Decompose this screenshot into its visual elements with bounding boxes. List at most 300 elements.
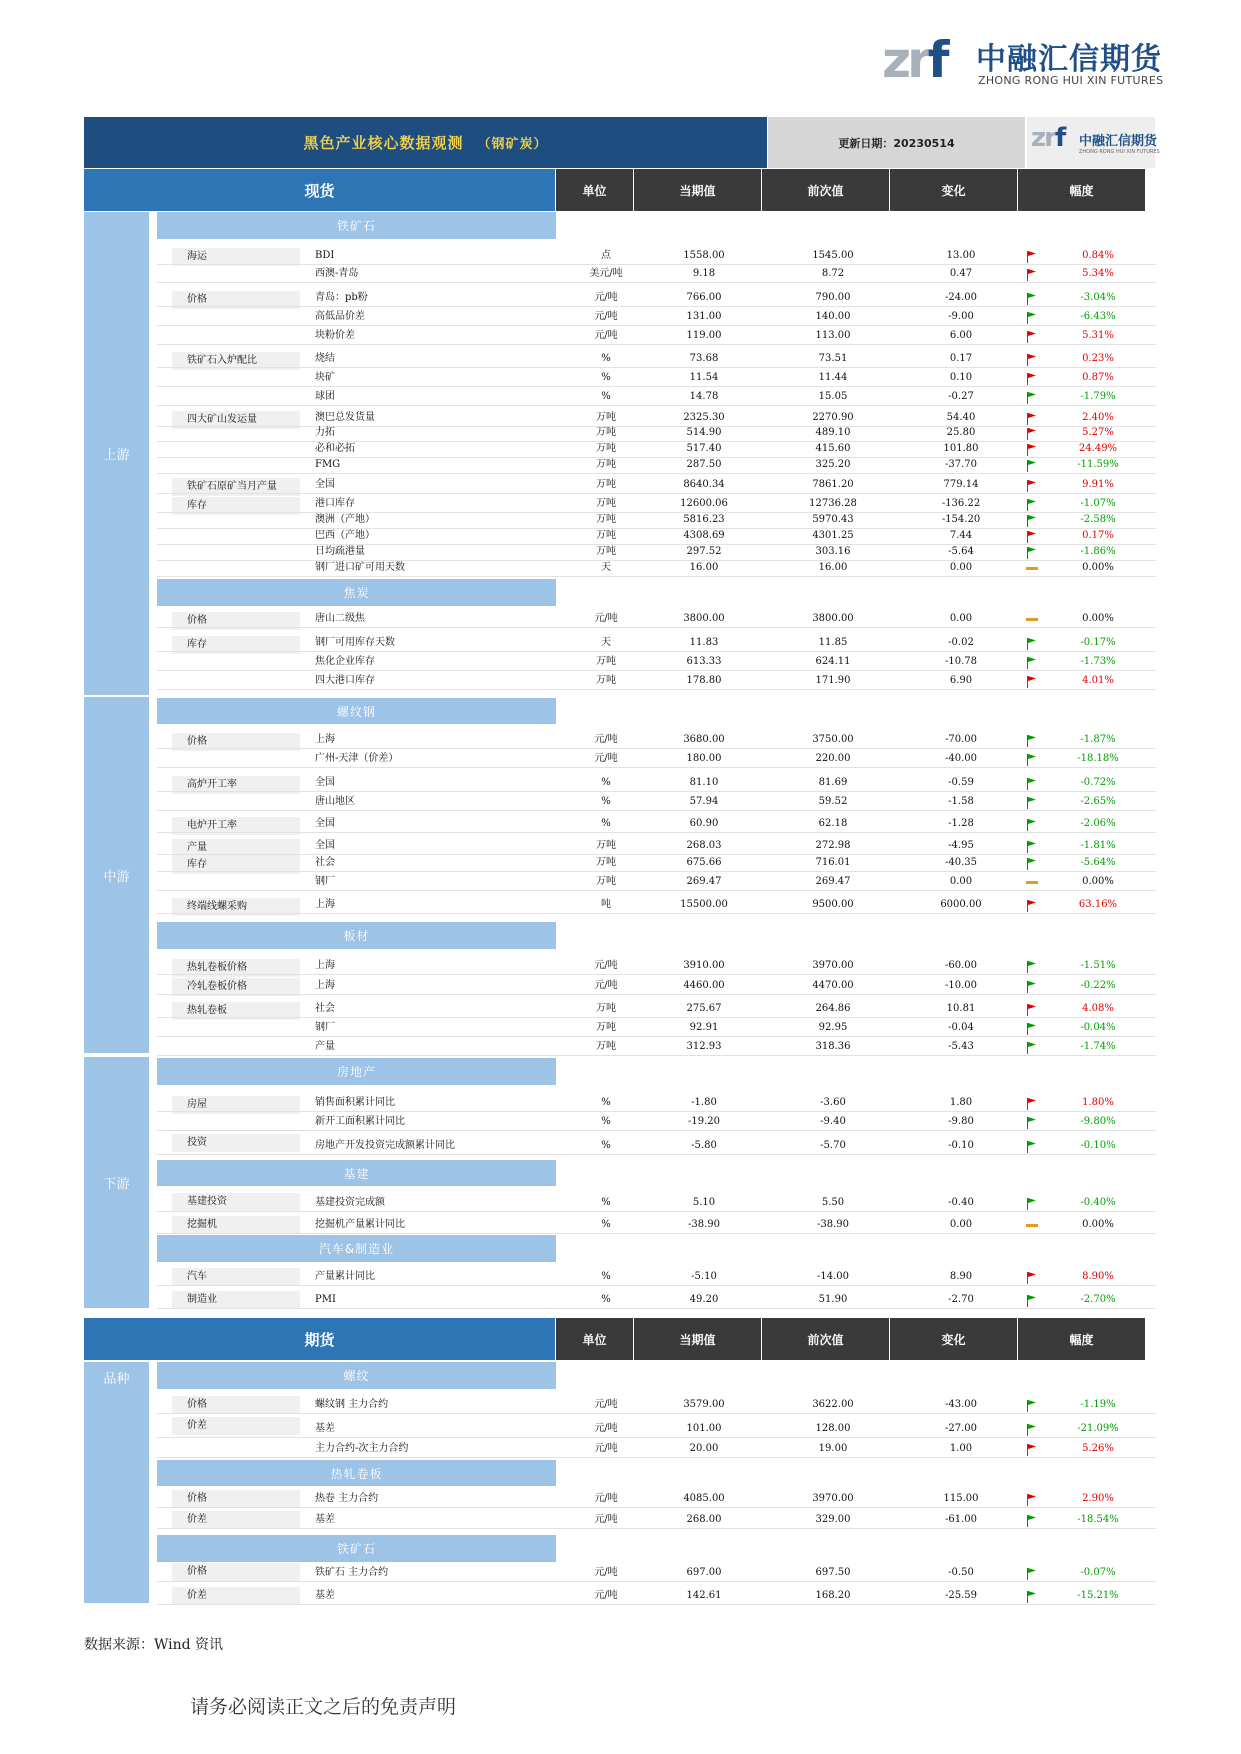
row-pct-change: 8.90% [1082,1271,1114,1282]
down-flag-icon [1026,513,1038,527]
row-divider [157,306,1156,307]
row-change: 0.00 [949,876,973,887]
row-change: 54.40 [946,412,976,423]
row-pct-change: 0.00% [1082,876,1114,887]
row-item: 西澳-青岛 [315,268,359,279]
fut-col-header-change: 变化 [890,1318,1017,1360]
row-unit: 元/吨 [594,1399,618,1410]
row-item: 球团 [315,391,335,402]
flat-bar-icon [1026,875,1038,889]
category-label: 价格 [172,1396,300,1414]
band-auto-manufacturing: 汽车&制造业 [157,1235,556,1262]
down-flag-icon [1026,1021,1038,1035]
row-pct-change: -2.06% [1080,818,1116,829]
row-pct-change: -0.04% [1080,1022,1116,1033]
row-unit: 元/吨 [594,753,618,764]
row-pct-change: 5.27% [1082,427,1114,438]
row-unit: 天 [601,562,611,573]
row-unit: 万吨 [596,443,616,454]
row-divider [157,386,1156,387]
row-item: 销售面积累计同比 [315,1097,395,1108]
row-unit: 万吨 [596,1003,616,1014]
down-flag-icon [1026,390,1038,404]
category-label: 库存 [172,636,300,654]
up-flag-icon [1026,529,1038,543]
row-change: -0.02 [948,637,974,648]
row-change: -5.64 [948,546,974,557]
row-pct-change: -0.72% [1080,777,1116,788]
row-change: -0.40 [948,1197,974,1208]
row-item: 青岛：pb粉 [315,292,368,303]
row-current-value: 49.20 [689,1294,719,1305]
row-change: 1.80 [949,1097,973,1108]
row-previous-value: 624.11 [815,656,851,667]
spot-header: 现货 [84,169,555,211]
row-item: 块粉价差 [315,330,355,341]
disclaimer: 请务必阅读正文之后的免责声明 [190,1696,457,1718]
fut-col-header-pct: 幅度 [1018,1318,1145,1360]
down-flag-icon [1026,795,1038,809]
region-midstream: 中游 [84,697,149,1053]
category-label: 高炉开工率 [172,776,300,794]
row-item: 挖掘机产量累计同比 [315,1219,405,1230]
row-item: 唐山二级焦 [315,613,365,624]
row-current-value: 268.03 [686,840,722,851]
logo-mark-icon [882,32,946,88]
row-change: -9.00 [948,311,974,322]
row-item: 钢厂 [315,876,335,887]
row-change: -136.22 [941,498,981,509]
category-label: 库存 [172,497,300,515]
row-item: 产量 [315,1041,335,1052]
row-pct-change: 63.16% [1078,899,1118,910]
row-change: -70.00 [944,734,977,745]
row-previous-value: 15.05 [818,391,848,402]
row-change: -60.00 [944,960,977,971]
row-item: 必和必拓 [315,443,355,454]
row-pct-change: -9.80% [1080,1116,1116,1127]
row-divider [157,832,1156,833]
row-previous-value: 59.52 [818,796,848,807]
row-change: -2.70 [948,1294,974,1305]
row-unit: 万吨 [596,656,616,667]
row-item: 高低品价差 [315,311,365,322]
category-label: 海运 [172,248,300,266]
row-item: 钢厂可用库存天数 [315,637,395,648]
row-divider [157,651,1156,652]
report-title [84,117,767,168]
row-item: 铁矿石 主力合约 [315,1567,389,1578]
category-label: 终端线螺采购 [172,898,300,916]
row-change: 1.00 [949,1443,973,1454]
fut-col-header-current: 当期值 [634,1318,761,1360]
row-pct-change: -1.19% [1080,1399,1116,1410]
row-unit: 元/吨 [594,980,618,991]
row-pct-change: 4.01% [1082,675,1114,686]
row-pct-change: -5.64% [1080,857,1116,868]
row-unit: % [601,1294,611,1305]
row-change: 101.80 [943,443,979,454]
row-item: 港口库存 [315,498,355,509]
row-unit: 吨 [601,899,611,910]
band-coke: 焦炭 [157,579,556,606]
row-current-value: 20.00 [689,1443,719,1454]
row-change: -37.70 [944,459,977,470]
row-change: -40.00 [944,753,977,764]
row-item: 新开工面积累计同比 [315,1116,405,1127]
row-previous-value: 415.60 [815,443,851,454]
row-change: -0.59 [948,777,974,788]
row-current-value: 766.00 [686,292,722,303]
down-flag-icon [1026,291,1038,305]
row-current-value: 16.00 [689,562,719,573]
row-divider [157,367,1156,368]
row-pct-change: 5.26% [1082,1443,1114,1454]
row-previous-value: 11.85 [818,637,848,648]
row-current-value: 4085.00 [683,1493,725,1504]
row-divider [157,405,1156,406]
up-flag-icon [1026,1492,1038,1506]
up-flag-icon [1026,1096,1038,1110]
down-flag-icon [1026,636,1038,650]
row-item: 房地产开发投资完成额累计同比 [315,1140,455,1151]
category-label: 四大矿山发运量 [172,411,300,429]
row-previous-value: 697.50 [815,1567,851,1578]
row-change: -27.00 [944,1423,977,1434]
row-unit: 元/吨 [594,330,618,341]
category-label: 价差 [172,1511,300,1529]
row-previous-value: 318.36 [815,1041,851,1052]
category-label: 房屋 [172,1096,300,1114]
row-divider [157,1413,1156,1414]
row-unit: 元/吨 [594,1443,618,1454]
row-current-value: 4460.00 [683,980,725,991]
row-change: 10.81 [946,1003,976,1014]
row-pct-change: -1.51% [1080,960,1116,971]
row-current-value: 101.00 [686,1423,722,1434]
row-item: 全国 [315,777,335,788]
row-divider [157,1055,1156,1056]
row-divider [157,1036,1156,1037]
row-pct-change: -0.40% [1080,1197,1116,1208]
row-item: 全国 [315,840,335,851]
row-current-value: 57.94 [689,796,719,807]
row-change: -4.95 [948,840,974,851]
row-current-value: 5.10 [692,1197,716,1208]
fut-col-header-previous: 前次值 [762,1318,889,1360]
row-current-value: 5816.23 [683,514,725,525]
row-previous-value: 113.00 [815,330,851,341]
row-current-value: 2325.30 [683,412,725,423]
up-flag-icon [1026,478,1038,492]
row-current-value: 269.47 [686,876,722,887]
row-pct-change: 5.34% [1082,268,1114,279]
col-header-current: 当期值 [634,169,761,211]
row-change: 13.00 [946,250,976,261]
row-unit: 万吨 [596,459,616,470]
category-label: 汽车 [172,1268,300,1286]
row-pct-change: -21.09% [1077,1423,1119,1434]
row-pct-change: -1.81% [1080,840,1116,851]
row-previous-value: 128.00 [815,1423,851,1434]
row-current-value: 60.90 [689,818,719,829]
row-item: 钢厂进口矿可用天数 [315,562,405,573]
row-pct-change: 0.00% [1082,613,1114,624]
row-previous-value: 19.00 [818,1443,848,1454]
row-item: 焦化企业库存 [315,656,375,667]
row-unit: % [601,372,611,383]
col-header-change: 变化 [890,169,1017,211]
row-current-value: 312.93 [686,1041,722,1052]
col-header-previous: 前次值 [762,169,889,211]
row-previous-value: 790.00 [815,292,851,303]
row-item: 上海 [315,899,335,910]
row-unit: 万吨 [596,876,616,887]
row-change: 0.00 [949,1219,973,1230]
row-pct-change: -15.21% [1077,1590,1119,1601]
band-rebar: 螺纹钢 [157,698,556,724]
row-current-value: 131.00 [686,311,722,322]
region-variety: 品种 [84,1362,149,1603]
row-unit: 元/吨 [594,734,618,745]
row-change: -40.35 [944,857,977,868]
row-unit: % [601,777,611,788]
row-current-value: 3910.00 [683,960,725,971]
category-label: 价格 [172,1490,300,1508]
row-item: 日均疏港量 [315,546,365,557]
region-upstream: 上游 [84,212,149,695]
category-label: 价格 [172,733,300,751]
row-current-value: 11.83 [689,637,719,648]
row-previous-value: 489.10 [815,427,851,438]
row-pct-change: 0.00% [1082,562,1114,573]
category-label: 库存 [172,856,300,874]
row-divider [157,670,1156,671]
row-previous-value: 303.16 [815,546,851,557]
row-change: -25.59 [944,1590,977,1601]
down-flag-icon [1026,1293,1038,1307]
row-previous-value: 9500.00 [812,899,854,910]
row-pct-change: 0.00% [1082,1219,1114,1230]
row-divider [157,791,1156,792]
row-item: FMG [315,459,341,470]
row-unit: 天 [601,637,611,648]
band-fut-iron-ore: 铁矿石 [157,1535,556,1562]
up-flag-icon [1026,329,1038,343]
row-item: 基差 [315,1514,335,1525]
row-previous-value: -9.40 [820,1116,846,1127]
row-current-value: -19.20 [687,1116,720,1127]
row-previous-value: 4301.25 [812,530,854,541]
row-pct-change: 0.23% [1082,353,1114,364]
band-iron-ore: 铁矿石 [157,212,556,239]
row-current-value: 514.90 [686,427,722,438]
row-divider [157,1604,1156,1605]
row-unit: % [601,1219,611,1230]
row-change: 8.90 [949,1271,973,1282]
row-unit: 万吨 [596,1041,616,1052]
row-previous-value: -5.70 [820,1140,846,1151]
row-pct-change: 5.31% [1082,330,1114,341]
row-current-value: 697.00 [686,1567,722,1578]
row-unit: 元/吨 [594,1514,618,1525]
band-fut-hrc: 热轧卷板 [157,1460,556,1486]
row-divider [157,576,1156,577]
category-label: 价格 [172,1563,300,1581]
row-change: 0.17 [949,353,973,364]
row-unit: % [601,1097,611,1108]
row-divider [157,854,1156,855]
category-label: 热轧卷板 [172,1002,300,1020]
row-divider [157,493,1156,494]
small-logo [1027,117,1160,168]
down-flag-icon [1026,979,1038,993]
row-previous-value: 73.51 [818,353,848,364]
row-divider [157,264,1156,265]
row-previous-value: 5970.43 [812,514,854,525]
row-current-value: 178.80 [686,675,722,686]
row-pct-change: -6.43% [1080,311,1116,322]
row-unit: % [601,818,611,829]
row-pct-change: 2.90% [1082,1493,1114,1504]
row-previous-value: 3750.00 [812,734,854,745]
row-pct-change: -1.87% [1080,734,1116,745]
row-previous-value: -3.60 [820,1097,846,1108]
row-previous-value: 3800.00 [812,613,854,624]
category-label: 产量 [172,839,300,857]
row-previous-value: 272.98 [815,840,851,851]
row-change: 0.47 [949,268,973,279]
small-logo-cn: 中融汇信期货 [1079,134,1158,149]
row-unit: 万吨 [596,546,616,557]
row-current-value: -5.80 [691,1140,717,1151]
row-divider [157,689,1156,690]
row-unit: 万吨 [596,840,616,851]
row-divider [157,1233,1156,1234]
region-downstream: 下游 [84,1057,149,1308]
row-current-value: -1.80 [691,1097,717,1108]
row-pct-change: 2.40% [1082,412,1114,423]
row-divider [157,473,1156,474]
row-previous-value: 329.00 [815,1514,851,1525]
logo-en-text: ZHONG RONG HUI XIN FUTURES [978,74,1164,87]
fut-col-header-unit: 单位 [556,1318,633,1360]
row-current-value: 613.33 [686,656,722,667]
flat-bar-icon [1026,1218,1038,1232]
row-pct-change: -1.74% [1080,1041,1116,1052]
title-subtitle: （钢矿炭） [477,137,548,152]
row-previous-value: 171.90 [815,675,851,686]
row-item: 基建投资完成额 [315,1197,385,1208]
row-divider [157,974,1156,975]
row-current-value: 675.66 [686,857,722,868]
row-item: 烧结 [315,353,335,364]
col-header-pct: 幅度 [1018,169,1145,211]
row-change: -0.04 [948,1022,974,1033]
down-flag-icon [1026,458,1038,472]
row-previous-value: 12736.28 [809,498,857,509]
row-item: 社会 [315,1003,335,1014]
row-divider [157,890,1156,891]
row-change: -10.00 [944,980,977,991]
row-previous-value: 5.50 [821,1197,845,1208]
row-item: 热卷 主力合约 [315,1493,379,1504]
row-previous-value: 220.00 [815,753,851,764]
row-change: 7.44 [949,530,973,541]
row-previous-value: 11.44 [818,372,848,383]
row-divider [157,1437,1156,1438]
row-unit: 万吨 [596,675,616,686]
band-real-estate: 房地产 [157,1058,556,1085]
row-current-value: 268.00 [686,1514,722,1525]
row-unit: 元/吨 [594,613,618,624]
company-logo [882,28,1162,92]
row-divider [157,994,1156,995]
small-logo-en: ZHONG RONG HUI XIN FUTURES [1079,149,1160,155]
row-pct-change: 0.84% [1082,250,1114,261]
row-item: 澳洲（产地） [315,514,375,525]
row-change: -24.00 [944,292,977,303]
band-plate: 板材 [157,922,556,949]
row-item: 四大港口库存 [315,675,375,686]
row-item: 基差 [315,1423,335,1434]
category-label: 挖掘机 [172,1216,300,1234]
row-previous-value: 3970.00 [812,960,854,971]
category-label: 投资 [172,1134,300,1152]
row-change: -0.10 [948,1140,974,1151]
row-divider [157,282,1156,283]
up-flag-icon [1026,352,1038,366]
row-item: 上海 [315,960,335,971]
row-item: 块矿 [315,372,335,383]
row-previous-value: 92.95 [818,1022,848,1033]
band-fut-rebar: 螺纹 [157,1362,556,1389]
row-current-value: 81.10 [689,777,719,788]
row-divider [157,871,1156,872]
down-flag-icon [1026,655,1038,669]
row-divider [157,767,1156,768]
category-label: 热轧卷板价格 [172,959,300,977]
row-divider [157,1111,1156,1112]
row-current-value: 4308.69 [683,530,725,541]
row-item: 基差 [315,1590,335,1601]
row-previous-value: 16.00 [818,562,848,573]
row-pct-change: -0.17% [1080,637,1116,648]
col-header-unit: 单位 [556,169,633,211]
row-pct-change: -1.07% [1080,498,1116,509]
row-divider [157,325,1156,326]
row-previous-value: 81.69 [818,777,848,788]
row-divider [157,1528,1156,1529]
row-current-value: -5.10 [691,1271,717,1282]
row-previous-value: -14.00 [816,1271,849,1282]
row-pct-change: 1.80% [1082,1097,1114,1108]
row-previous-value: 716.01 [815,857,851,868]
futures-header: 期货 [84,1318,555,1360]
row-change: -0.50 [948,1567,974,1578]
down-flag-icon [1026,1115,1038,1129]
down-flag-icon [1026,856,1038,870]
row-divider [157,344,1156,345]
row-previous-value: 168.20 [815,1590,851,1601]
row-change: 115.00 [943,1493,979,1504]
row-change: 779.14 [943,479,979,490]
row-pct-change: -0.22% [1080,980,1116,991]
title-text: 黑色产业核心数据观测 [303,134,464,152]
row-unit: 点 [601,250,611,261]
row-unit: % [601,1116,611,1127]
row-previous-value: 3622.00 [812,1399,854,1410]
